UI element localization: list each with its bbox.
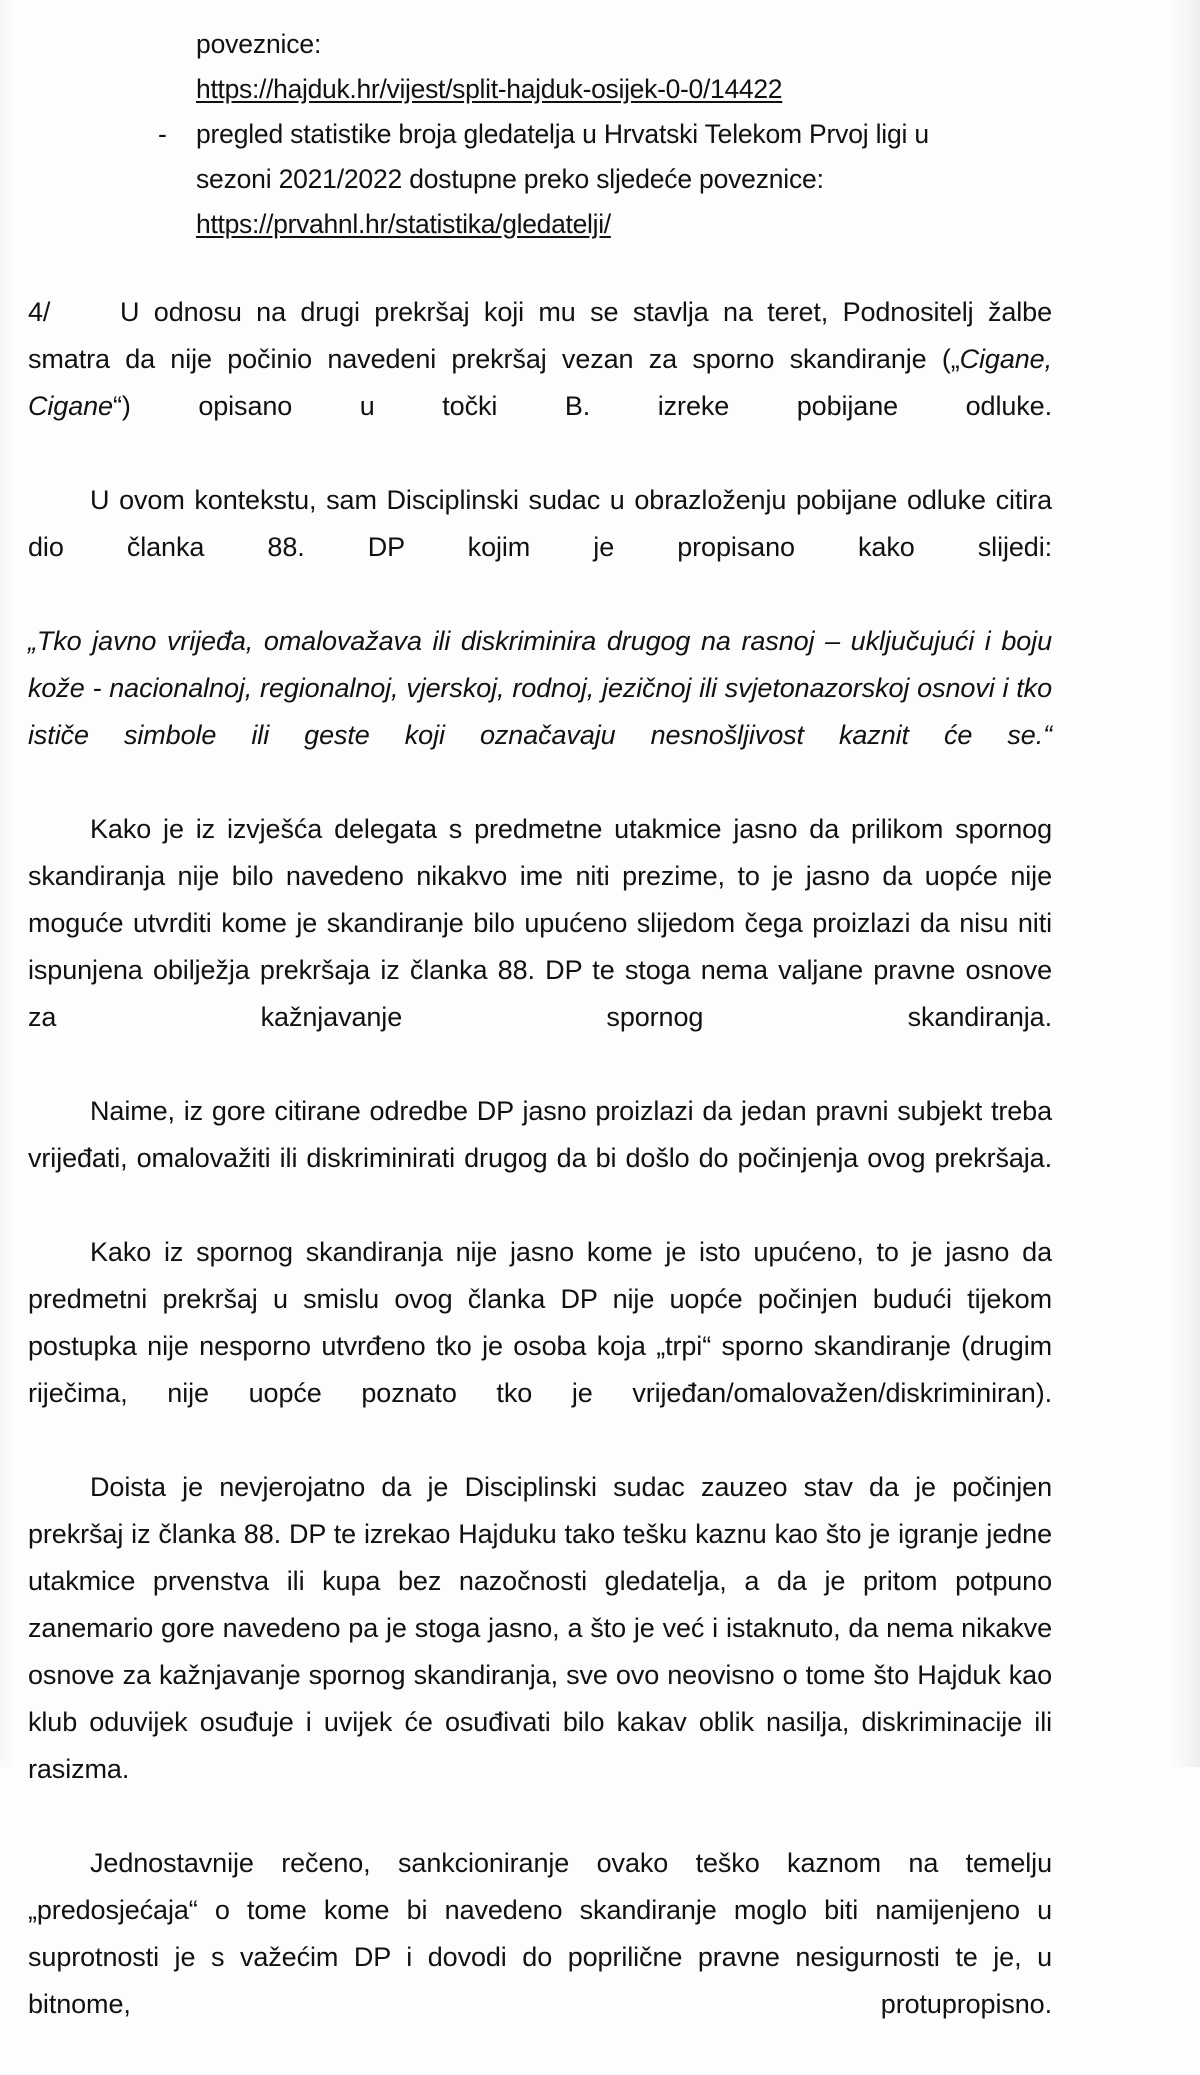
scan-edge-right — [1170, 0, 1200, 1767]
paragraph-kontekst: U ovom kontekstu, sam Disciplinski sudac u obrazloženju pobijane odluke citira dio članka 88. DP kojim je propisano kako slijedi: — [28, 485, 1052, 562]
quote-clanak-88: „Tko javno vrijeđa, omalovažava ili diskriminira drugog na rasnoj – uključujući i boju kože - nacionalnoj, regionalnoj, vjerskoj, rodnoj, jezičnoj ili svjetonazorskoj osnovi i tko ističe simbole ili geste koji označavaju nesnošljivost kaznit će se.“ — [28, 626, 1052, 750]
hajduk-link[interactable]: https://hajduk.hr/vijest/split-hajduk-osijek-0-0/14422 — [196, 74, 783, 104]
paragraph-number: 4/ — [28, 297, 51, 327]
document-body — [28, 289, 1052, 2075]
list-continuation-text: poveznice: — [196, 29, 322, 59]
paragraph-naime: Naime, iz gore citirane odredbe DP jasno proizlazi da jedan pravni subjekt treba vrijeđati, omalovažiti ili diskriminirati drugog da bi došlo do počinjenja ovog prekršaja. — [28, 1096, 1052, 1173]
list-item-line-1: pregled statistike broja gledatelja u Hrvatski Telekom Prvoj ligi u — [196, 119, 929, 149]
paragraph-4 — [28, 289, 1052, 477]
paragraph-4-text-part-1: U odnosu na drugi prekršaj koji mu se stavlja na teret, Podnositelj žalbe smatra da nije počinio navedeni prekršaj vezan za sporno skandiranje („ — [28, 297, 1052, 374]
prvahnl-link[interactable]: https://prvahnl.hr/statistika/gledatelji/ — [196, 209, 611, 239]
paragraph-jednostavnije: Jednostavnije rečeno, sankcioniranje ovako teško kaznom na temelju „predosjećaja“ o tome kome bi navedeno skandiranje moglo biti namijenjeno u suprotnosti je s važećim DP i dovodi do poprilične pravne nesigurnosti te je, u bitnome, protupropisno. — [28, 1848, 1052, 2019]
link-line-2 — [196, 202, 1052, 247]
paragraph-4-italic-quote: Cigane, Cigane — [28, 344, 1052, 421]
paragraph-kako-iz: Kako iz spornog skandiranja nije jasno kome je isto upućeno, to je jasno da predmetni prekršaj u smislu ovog članka DP nije uopće počinjen budući tijekom postupka nije nesporno utvrđeno tko je osoba koja „trpi“ sporno skandiranje (drugim riječima, nije uopće poznato tko je vrijeđan/omalovažen/diskriminiran). — [28, 1237, 1052, 1408]
list-item — [158, 112, 1052, 202]
paragraph-doista: Doista je nevjerojatno da je Disciplinski sudac zauzeo stav da je počinjen prekršaj iz članka 88. DP te izrekao Hajduku tako tešku kaznu kao što je igranje jedne utakmice prvenstva ili kupa bez nazočnosti gledatelja, a da je pritom potpuno zanemario gore navedeno pa je stoga jasno, a što je već i istaknuto, da nema nikakve osnove za kažnjavanje spornog skandiranja, sve ovo neovisno o tome što Hajduk kao klub oduvijek osuđuje i uvijek će osuđivati bilo kakav oblik nasilja, diskriminacije ili rasizma. — [28, 1472, 1052, 1784]
link-line-1 — [196, 67, 1052, 112]
scan-edge-left — [0, 0, 16, 1767]
list-item-text — [196, 112, 1052, 202]
list-item-line-2: sezoni 2021/2022 dostupne preko sljedeće poveznice: — [196, 164, 824, 194]
bullet-marker-icon: - — [158, 119, 167, 149]
paragraph-4-text-part-2: “) opisano u točki B. izreke pobijane odluke. — [112, 391, 1052, 421]
reference-list — [28, 22, 1052, 247]
paragraph-kako-je: Kako je iz izvješća delegata s predmetne utakmice jasno da prilikom spornog skandiranja nije bilo navedeno nikakvo ime niti prezime, to je jasno da uopće nije moguće utvrditi kome je skandiranje bilo upućeno slijedom čega proizlazi da nisu niti ispunjena obilježja prekršaja iz članka 88. DP te stoga nema valjane pravne osnove za kažnjavanje spornog skandiranja. — [28, 814, 1052, 1032]
